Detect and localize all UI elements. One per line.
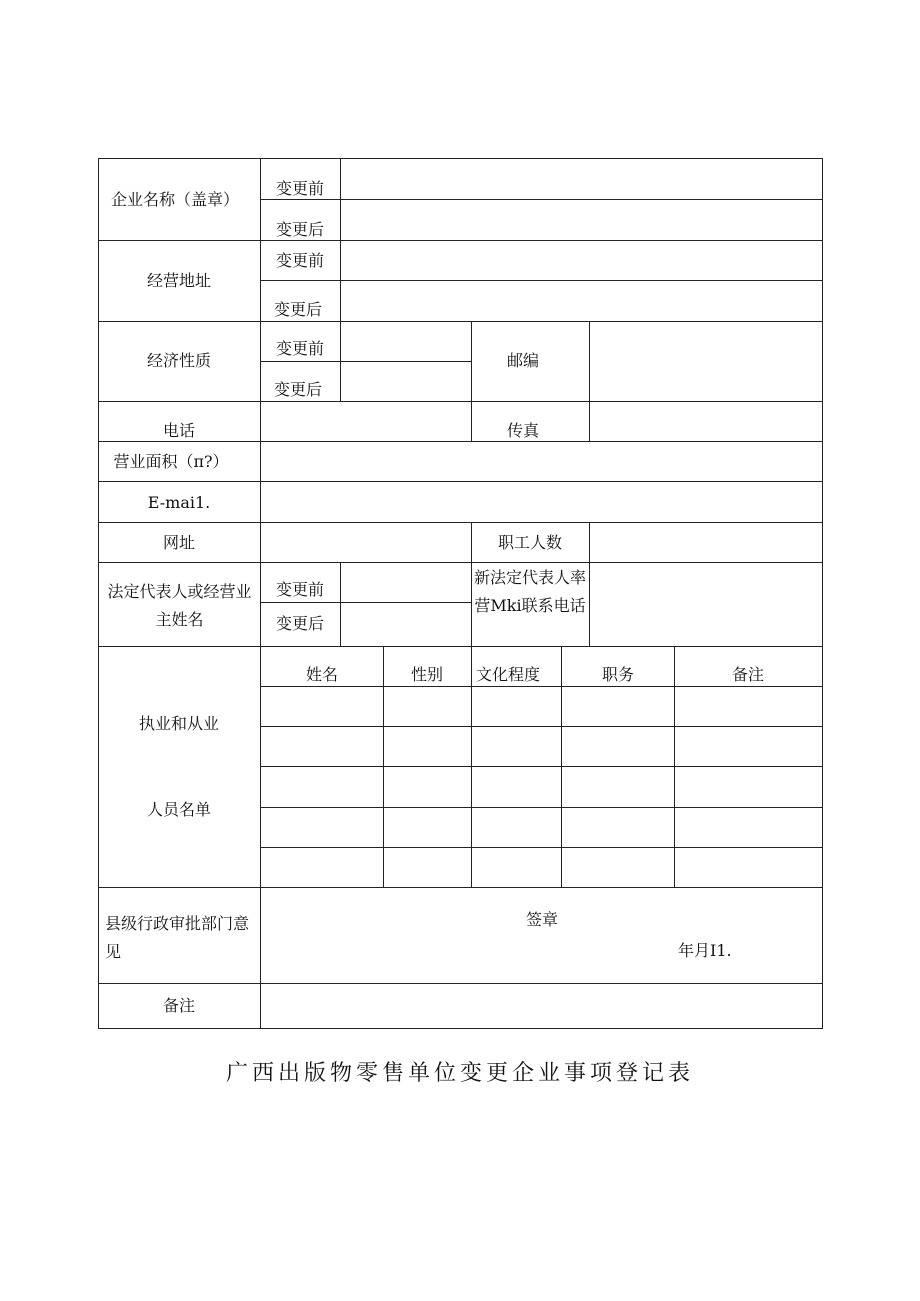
email-label: E-mai1. bbox=[147, 493, 211, 512]
rule bbox=[589, 522, 590, 646]
rule bbox=[260, 807, 823, 808]
rule bbox=[340, 158, 341, 401]
rule-top bbox=[98, 158, 823, 159]
rule bbox=[260, 280, 823, 281]
staff-count-label: 职工人数 bbox=[497, 533, 563, 552]
company-name-before-label: 变更前 bbox=[275, 179, 325, 198]
fax-label: 传真 bbox=[506, 421, 540, 440]
website-label: 网址 bbox=[162, 533, 196, 552]
company-name-label: 企业名称（盖章） bbox=[110, 190, 240, 209]
rule bbox=[98, 481, 823, 482]
personnel-header-name: 姓名 bbox=[305, 665, 339, 684]
rule bbox=[260, 726, 823, 727]
rule bbox=[260, 686, 823, 687]
personnel-list-label-line1: 执业和从业 bbox=[138, 714, 220, 733]
rule bbox=[260, 199, 823, 200]
rule bbox=[98, 887, 823, 888]
legal-rep-label: 法定代表人或经营业主姓名 bbox=[107, 582, 252, 629]
business-address-before-label: 变更前 bbox=[275, 251, 325, 270]
rule bbox=[383, 646, 384, 887]
rule bbox=[98, 522, 823, 523]
remarks-label: 备注 bbox=[162, 996, 196, 1015]
economic-nature-label: 经济性质 bbox=[146, 351, 212, 370]
legal-rep-before-label: 变更前 bbox=[275, 580, 325, 599]
rule bbox=[340, 562, 341, 646]
personnel-header-remarks: 备注 bbox=[731, 665, 765, 684]
rule-bottom bbox=[98, 1028, 823, 1029]
rule bbox=[98, 321, 823, 322]
rule bbox=[260, 766, 823, 767]
rule bbox=[260, 602, 471, 603]
economic-nature-after-label: 变更后 bbox=[273, 380, 323, 399]
personnel-header-gender: 性别 bbox=[410, 665, 444, 684]
approval-date-label: 年月I1. bbox=[678, 941, 732, 960]
form-title: 广西出版物零售单位变更企业事项登记表 bbox=[225, 1061, 694, 1086]
business-address-after-label: 变更后 bbox=[273, 300, 323, 319]
rule-left bbox=[98, 158, 99, 1029]
rule bbox=[98, 240, 823, 241]
rule bbox=[589, 321, 590, 441]
personnel-header-position: 职务 bbox=[601, 665, 635, 684]
rule bbox=[471, 646, 472, 887]
economic-nature-before-label: 变更前 bbox=[275, 339, 325, 358]
rule bbox=[561, 646, 562, 887]
phone-label: 电话 bbox=[162, 421, 196, 440]
company-name-after-label: 变更后 bbox=[275, 220, 325, 239]
rule bbox=[98, 562, 823, 563]
rule bbox=[98, 401, 823, 402]
legal-rep-after-label: 变更后 bbox=[275, 614, 325, 633]
personnel-header-education: 文化程度 bbox=[475, 665, 541, 684]
rule-right bbox=[822, 158, 823, 1029]
rule bbox=[471, 522, 472, 646]
rule bbox=[674, 646, 675, 887]
rule bbox=[260, 158, 261, 1029]
rule bbox=[260, 361, 471, 362]
rule bbox=[98, 441, 823, 442]
approval-seal-label: 签章 bbox=[525, 910, 559, 929]
rule bbox=[98, 983, 823, 984]
personnel-list-label-line2: 人员名单 bbox=[146, 800, 212, 819]
rule bbox=[98, 646, 823, 647]
rule bbox=[471, 321, 472, 441]
new-legal-rep-contact-label: 新法定代表人率营Mki联系电话 bbox=[474, 568, 587, 615]
registration-form bbox=[98, 158, 823, 1029]
approval-opinion-label: 县级行政审批部门意见 bbox=[105, 914, 250, 961]
rule bbox=[260, 847, 823, 848]
postcode-label: 邮编 bbox=[506, 351, 540, 370]
business-area-label: 营业面积（π?） bbox=[113, 452, 229, 471]
business-address-label: 经营地址 bbox=[146, 271, 212, 290]
